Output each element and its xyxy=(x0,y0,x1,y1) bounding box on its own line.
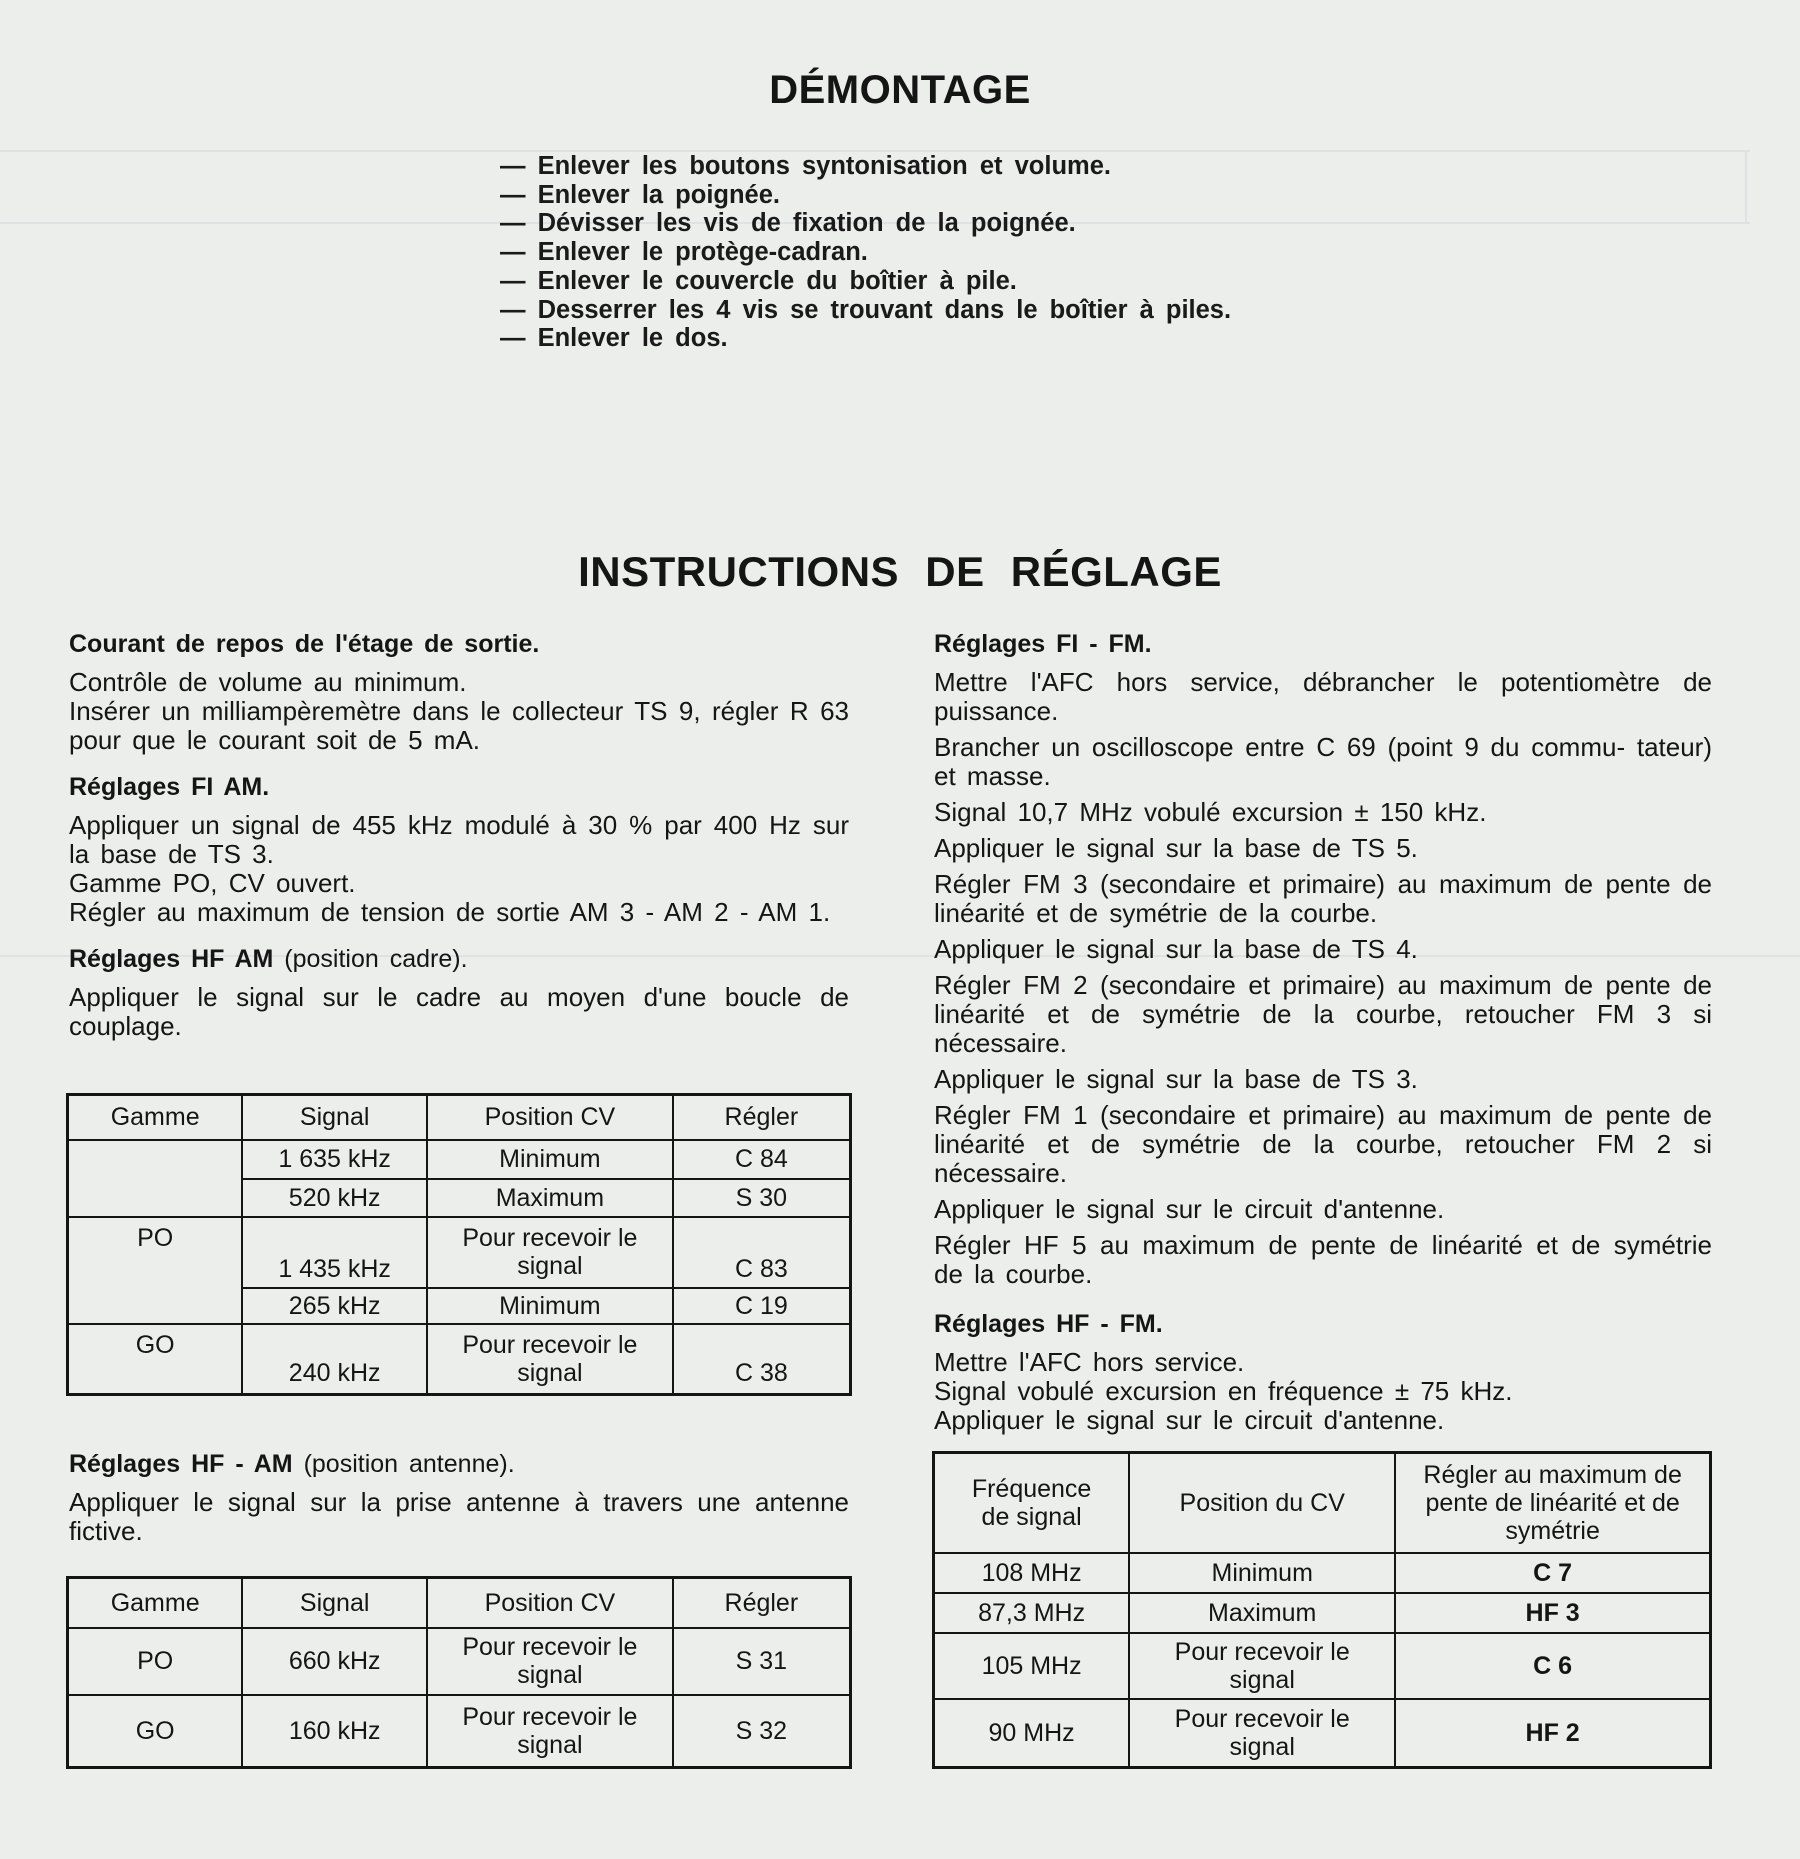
paragraph: Appliquer le signal sur le circuit d'antenne. xyxy=(934,1405,1445,1435)
demontage-steps xyxy=(500,152,1231,353)
position-cell: Pour recevoir le signal xyxy=(427,1324,673,1395)
paragraph: Appliquer le signal sur le cadre au moyen d'une boucle de couplage. xyxy=(69,982,849,1041)
gamme-cell: GO xyxy=(68,1695,243,1768)
paragraph: Mettre l'AFC hors service. xyxy=(934,1347,1245,1377)
section-heading: Réglages FI - FM. xyxy=(934,630,1152,658)
regler-cell: HF 3 xyxy=(1395,1593,1710,1633)
paragraph: Mettre l'AFC hors service, débrancher le potentiomètre de puissance. xyxy=(934,667,1712,726)
regler-cell: C 19 xyxy=(673,1288,851,1324)
table-row xyxy=(68,1140,851,1179)
position-cell: Maximum xyxy=(427,1179,673,1217)
paragraph: Appliquer un signal de 455 kHz modulé à 30 % par 400 Hz sur la base de TS 3. xyxy=(69,810,849,869)
table-hf-am-cadre xyxy=(66,1093,852,1396)
paragraph: Régler HF 5 au maximum de pente de linéarité et de symétrie de la courbe. xyxy=(934,1230,1712,1289)
position-cell: Pour recevoir le signal xyxy=(1129,1699,1395,1768)
section-heading: Courant de repos de l'étage de sortie. xyxy=(69,630,540,658)
heading-text: Réglages HF - AM xyxy=(69,1450,293,1478)
table-row xyxy=(934,1633,1711,1699)
right-column-hf-fm xyxy=(934,1310,1712,1435)
table-row xyxy=(68,1628,851,1695)
table-hf-am-antenne xyxy=(66,1576,852,1769)
paragraph: Régler au maximum de tension de sortie AM 3 - AM 2 - AM 1. xyxy=(69,897,831,927)
regler-cell: HF 2 xyxy=(1395,1699,1710,1768)
right-column xyxy=(934,630,1712,1296)
step: — Enlever la poignée. xyxy=(500,181,1231,210)
step: — Dévisser les vis de fixation de la poignée. xyxy=(500,209,1231,238)
header-cell: Fréquence de signal xyxy=(934,1453,1130,1553)
left-column-antenne xyxy=(69,1450,849,1553)
regler-cell: C 84 xyxy=(673,1140,851,1179)
show-through-line xyxy=(1745,150,1747,224)
gamme-cell xyxy=(68,1140,243,1217)
signal-cell: 240 kHz xyxy=(242,1324,427,1395)
table-row xyxy=(68,1695,851,1768)
header-cell: Gamme xyxy=(68,1578,243,1628)
paragraph: Appliquer le signal sur la prise antenne à travers une antenne fictive. xyxy=(69,1487,849,1546)
table-hf-fm xyxy=(932,1451,1712,1769)
step: — Desserrer les 4 vis se trouvant dans le boîtier à piles. xyxy=(500,296,1231,325)
position-cell: Minimum xyxy=(427,1288,673,1324)
position-cell: Pour recevoir le signal xyxy=(427,1217,673,1288)
position-cell: Pour recevoir le signal xyxy=(1129,1633,1395,1699)
signal-cell: 520 kHz xyxy=(242,1179,427,1217)
regler-cell: S 32 xyxy=(673,1695,851,1768)
position-cell: Minimum xyxy=(427,1140,673,1179)
table-header-row xyxy=(68,1095,851,1140)
table-row xyxy=(934,1553,1711,1593)
step: — Enlever le protège-cadran. xyxy=(500,238,1231,267)
paragraph: Brancher un oscilloscope entre C 69 (point 9 du commu- tateur) et masse. xyxy=(934,732,1712,791)
position-cell: Pour recevoir le signal xyxy=(427,1695,673,1768)
signal-cell: 265 kHz xyxy=(242,1288,427,1324)
position-cell: Pour recevoir le signal xyxy=(427,1628,673,1695)
header-cell: Régler xyxy=(673,1578,851,1628)
step: — Enlever le couvercle du boîtier à pile. xyxy=(500,267,1231,296)
table-row xyxy=(934,1699,1711,1768)
paragraph: Régler FM 3 (secondaire et primaire) au maximum de pente de linéarité et de symétrie de la courbe. xyxy=(934,869,1712,928)
paragraph: Contrôle de volume au minimum. xyxy=(69,667,467,697)
heading-text: Réglages HF AM xyxy=(69,945,274,973)
gamme-cell: PO xyxy=(68,1217,243,1324)
section-heading: Réglages FI AM. xyxy=(69,773,270,801)
freq-cell: 90 MHz xyxy=(934,1699,1130,1768)
step: — Enlever les boutons syntonisation et volume. xyxy=(500,152,1231,181)
paragraph: Régler FM 1 (secondaire et primaire) au maximum de pente de linéarité et de symétrie de la courbe, retoucher FM 2 si nécessaire. xyxy=(934,1100,1712,1188)
paragraph: Signal vobulé excursion en fréquence ± 75 kHz. xyxy=(934,1376,1513,1406)
regler-cell: S 31 xyxy=(673,1628,851,1695)
paragraph: Appliquer le signal sur la base de TS 4. xyxy=(934,934,1418,964)
position-cell: Minimum xyxy=(1129,1553,1395,1593)
freq-cell: 108 MHz xyxy=(934,1553,1130,1593)
table-row xyxy=(68,1217,851,1288)
signal-cell: 1 435 kHz xyxy=(242,1217,427,1288)
heading-note: (position antenne). xyxy=(303,1450,515,1478)
signal-cell: 1 635 kHz xyxy=(242,1140,427,1179)
header-cell: Régler au maximum de pente de linéarité et de symétrie xyxy=(1395,1453,1710,1553)
section-heading: Réglages HF - FM. xyxy=(934,1310,1163,1338)
gamme-cell: PO xyxy=(68,1628,243,1695)
regler-cell: C 7 xyxy=(1395,1553,1710,1593)
table-header-row xyxy=(68,1578,851,1628)
demontage-title: DÉMONTAGE xyxy=(769,68,1031,112)
regler-cell: S 30 xyxy=(673,1179,851,1217)
section-heading xyxy=(69,945,849,974)
table-row xyxy=(934,1593,1711,1633)
header-cell: Gamme xyxy=(68,1095,243,1140)
step: — Enlever le dos. xyxy=(500,324,1231,353)
position-cell: Maximum xyxy=(1129,1593,1395,1633)
paragraph: Insérer un milliampèremètre dans le collecteur TS 9, régler R 63 pour que le courant soit de 5 mA. xyxy=(69,696,849,755)
header-cell: Régler xyxy=(673,1095,851,1140)
paragraph: Appliquer le signal sur le circuit d'antenne. xyxy=(934,1194,1445,1224)
header-cell: Position du CV xyxy=(1129,1453,1395,1553)
gamme-cell: GO xyxy=(68,1324,243,1395)
regler-cell: C 38 xyxy=(673,1324,851,1395)
freq-cell: 105 MHz xyxy=(934,1633,1130,1699)
table-header-row xyxy=(934,1453,1711,1553)
section-heading xyxy=(69,1450,849,1479)
header-cell: Position CV xyxy=(427,1095,673,1140)
paragraph: Régler FM 2 (secondaire et primaire) au maximum de pente de linéarité et de symétrie de la courbe, retoucher FM 3 si nécessaire. xyxy=(934,970,1712,1058)
freq-cell: 87,3 MHz xyxy=(934,1593,1130,1633)
table-row xyxy=(68,1324,851,1395)
left-column xyxy=(69,630,849,1059)
paragraph: Appliquer le signal sur la base de TS 3. xyxy=(934,1064,1418,1094)
heading-note: (position cadre). xyxy=(284,945,468,973)
regler-cell: C 83 xyxy=(673,1217,851,1288)
header-cell: Signal xyxy=(242,1578,427,1628)
regler-cell: C 6 xyxy=(1395,1633,1710,1699)
paragraph: Appliquer le signal sur la base de TS 5. xyxy=(934,833,1418,863)
paragraph: Signal 10,7 MHz vobulé excursion ± 150 kHz. xyxy=(934,797,1487,827)
signal-cell: 160 kHz xyxy=(242,1695,427,1768)
reglage-title: INSTRUCTIONS DE RÉGLAGE xyxy=(578,548,1222,595)
signal-cell: 660 kHz xyxy=(242,1628,427,1695)
paragraph: Gamme PO, CV ouvert. xyxy=(69,868,356,898)
header-cell: Position CV xyxy=(427,1578,673,1628)
header-cell: Signal xyxy=(242,1095,427,1140)
